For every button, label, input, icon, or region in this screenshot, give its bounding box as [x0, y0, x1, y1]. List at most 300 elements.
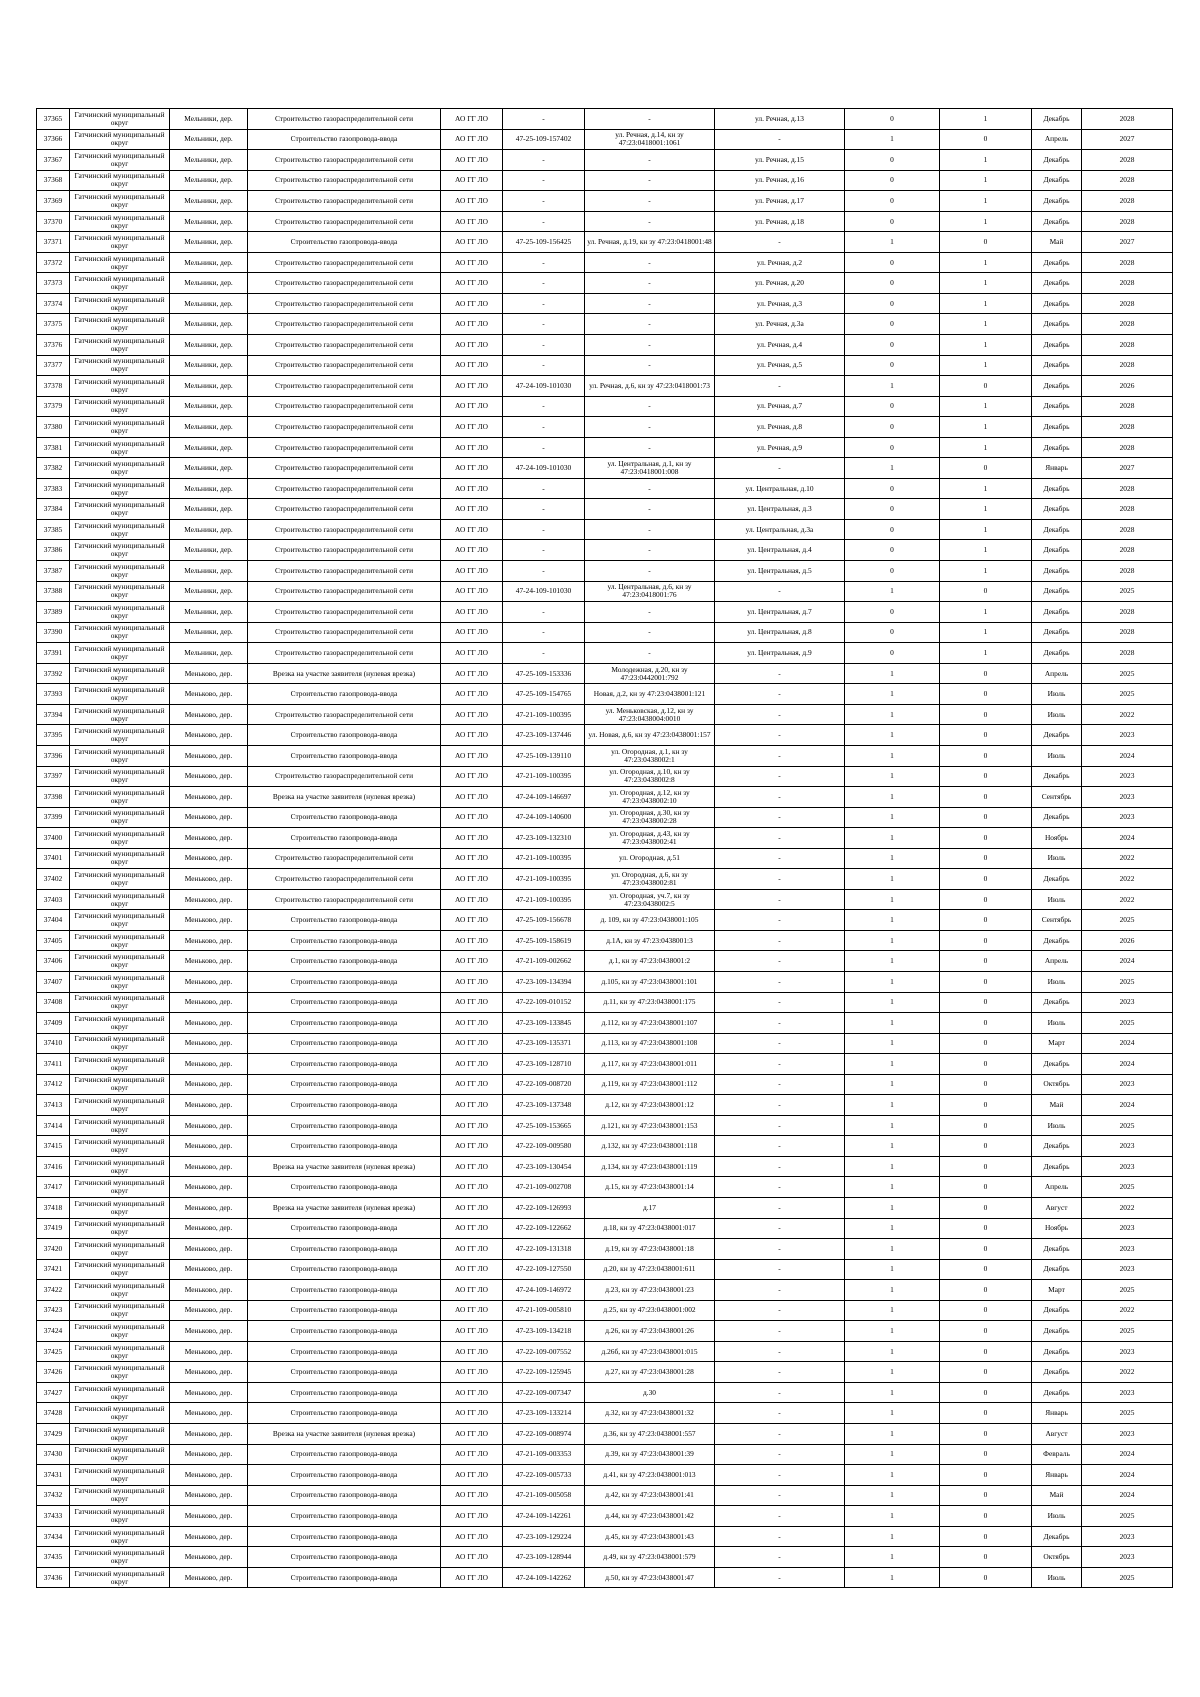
- cell-municipal-district: Гатчинский муниципальный округ: [70, 1095, 170, 1116]
- cell-application-number: 47-24-109-140600: [503, 807, 585, 828]
- cell-count-b: 0: [940, 1362, 1032, 1383]
- cell-cadastral-address: д.20, кн зу 47:23:0438001:611: [585, 1259, 715, 1280]
- table-row: [37, 951, 1173, 972]
- cell-year: 2028: [1082, 150, 1173, 171]
- cell-address: -: [715, 1567, 845, 1588]
- cell-organization: АО ГГ ЛО: [441, 437, 503, 458]
- cell-month: Декабрь: [1032, 273, 1082, 294]
- cell-work-type: Строительство газопровода-ввода: [248, 1526, 441, 1547]
- cell-month: Декабрь: [1032, 191, 1082, 212]
- cell-count-b: 1: [940, 273, 1032, 294]
- cell-application-number: -: [503, 355, 585, 376]
- cell-count-b: 1: [940, 396, 1032, 417]
- cell-application-number: 47-24-109-101030: [503, 581, 585, 602]
- cell-organization: АО ГГ ЛО: [441, 643, 503, 664]
- cell-municipal-district: Гатчинский муниципальный округ: [70, 170, 170, 191]
- cell-year: 2025: [1082, 971, 1173, 992]
- cell-cadastral-address: ул. Центральная, д.1, кн зу 47:23:0418001:008: [585, 458, 715, 479]
- cell-row-number: 37415: [37, 1136, 70, 1157]
- cell-cadastral-address: д.39, кн зу 47:23:0438001:39: [585, 1444, 715, 1465]
- cell-row-number: 37411: [37, 1054, 70, 1075]
- cell-application-number: 47-24-109-101030: [503, 376, 585, 397]
- cell-work-type: Строительство газораспределительной сети: [248, 335, 441, 356]
- cell-application-number: 47-25-109-153665: [503, 1115, 585, 1136]
- cell-settlement: Меньково, дер.: [170, 663, 248, 684]
- cell-settlement: Мельники, дер.: [170, 581, 248, 602]
- cell-cadastral-address: -: [585, 417, 715, 438]
- cell-row-number: 37378: [37, 376, 70, 397]
- cell-municipal-district: Гатчинский муниципальный округ: [70, 704, 170, 725]
- cell-address: ул. Речная, д.3: [715, 293, 845, 314]
- cell-organization: АО ГГ ЛО: [441, 807, 503, 828]
- cell-organization: АО ГГ ЛО: [441, 663, 503, 684]
- cell-row-number: 37383: [37, 478, 70, 499]
- cell-row-number: 37435: [37, 1547, 70, 1568]
- cell-settlement: Меньково, дер.: [170, 1239, 248, 1260]
- cell-application-number: 47-24-109-101030: [503, 458, 585, 479]
- cell-settlement: Меньково, дер.: [170, 1177, 248, 1198]
- cell-year: 2025: [1082, 684, 1173, 705]
- cell-cadastral-address: -: [585, 273, 715, 294]
- cell-organization: АО ГГ ЛО: [441, 1259, 503, 1280]
- cell-year: 2027: [1082, 129, 1173, 150]
- cell-municipal-district: Гатчинский муниципальный округ: [70, 1013, 170, 1034]
- cell-count-a: 1: [845, 1321, 940, 1342]
- cell-municipal-district: Гатчинский муниципальный округ: [70, 1239, 170, 1260]
- cell-row-number: 37436: [37, 1567, 70, 1588]
- cell-municipal-district: Гатчинский муниципальный округ: [70, 1033, 170, 1054]
- cell-application-number: -: [503, 170, 585, 191]
- cell-count-b: 1: [940, 561, 1032, 582]
- cell-count-b: 0: [940, 1567, 1032, 1588]
- cell-count-b: 0: [940, 1465, 1032, 1486]
- cell-settlement: Мельники, дер.: [170, 150, 248, 171]
- cell-count-a: 0: [845, 335, 940, 356]
- table-row: [37, 1506, 1173, 1527]
- cell-address: -: [715, 1382, 845, 1403]
- cell-year: 2024: [1082, 1033, 1173, 1054]
- cell-address: -: [715, 1095, 845, 1116]
- cell-organization: АО ГГ ЛО: [441, 150, 503, 171]
- cell-application-number: 47-24-109-146697: [503, 787, 585, 808]
- cell-count-b: 0: [940, 828, 1032, 849]
- cell-cadastral-address: д.45, кн зу 47:23:0438001:43: [585, 1526, 715, 1547]
- cell-count-a: 1: [845, 1403, 940, 1424]
- cell-application-number: -: [503, 191, 585, 212]
- cell-organization: АО ГГ ЛО: [441, 1567, 503, 1588]
- cell-municipal-district: Гатчинский муниципальный округ: [70, 1136, 170, 1157]
- cell-municipal-district: Гатчинский муниципальный округ: [70, 1177, 170, 1198]
- cell-settlement: Меньково, дер.: [170, 1156, 248, 1177]
- table-row: [37, 930, 1173, 951]
- cell-year: 2022: [1082, 848, 1173, 869]
- cell-work-type: Строительство газопровода-ввода: [248, 1321, 441, 1342]
- cell-year: 2023: [1082, 1156, 1173, 1177]
- cell-month: Декабрь: [1032, 540, 1082, 561]
- cell-address: -: [715, 1074, 845, 1095]
- cell-count-a: 1: [845, 1197, 940, 1218]
- cell-year: 2026: [1082, 930, 1173, 951]
- cell-settlement: Мельники, дер.: [170, 335, 248, 356]
- cell-count-b: 1: [940, 314, 1032, 335]
- table-row: [37, 787, 1173, 808]
- cell-address: -: [715, 1362, 845, 1383]
- cell-cadastral-address: д.44, кн зу 47:23:0438001:42: [585, 1506, 715, 1527]
- cell-municipal-district: Гатчинский муниципальный округ: [70, 191, 170, 212]
- cell-month: Декабрь: [1032, 109, 1082, 130]
- cell-settlement: Мельники, дер.: [170, 622, 248, 643]
- cell-address: -: [715, 1485, 845, 1506]
- cell-application-number: 47-25-109-153336: [503, 663, 585, 684]
- cell-settlement: Меньково, дер.: [170, 971, 248, 992]
- cell-work-type: Строительство газопровода-ввода: [248, 828, 441, 849]
- cell-work-type: Строительство газопровода-ввода: [248, 1115, 441, 1136]
- cell-municipal-district: Гатчинский муниципальный округ: [70, 478, 170, 499]
- cell-count-b: 0: [940, 889, 1032, 910]
- cell-count-a: 1: [845, 1506, 940, 1527]
- table-row: [37, 889, 1173, 910]
- cell-settlement: Меньково, дер.: [170, 1115, 248, 1136]
- cell-settlement: Мельники, дер.: [170, 540, 248, 561]
- table-row: [37, 355, 1173, 376]
- cell-organization: АО ГГ ЛО: [441, 519, 503, 540]
- cell-row-number: 37416: [37, 1156, 70, 1177]
- cell-work-type: Строительство газораспределительной сети: [248, 273, 441, 294]
- cell-work-type: Строительство газораспределительной сети: [248, 458, 441, 479]
- cell-application-number: -: [503, 109, 585, 130]
- cell-row-number: 37422: [37, 1280, 70, 1301]
- cell-application-number: 47-22-109-005733: [503, 1465, 585, 1486]
- cell-municipal-district: Гатчинский муниципальный округ: [70, 930, 170, 951]
- cell-application-number: -: [503, 478, 585, 499]
- cell-address: -: [715, 1444, 845, 1465]
- cell-month: Декабрь: [1032, 1136, 1082, 1157]
- cell-row-number: 37377: [37, 355, 70, 376]
- cell-work-type: Строительство газопровода-ввода: [248, 1280, 441, 1301]
- table-row: [37, 1054, 1173, 1075]
- cell-settlement: Мельники, дер.: [170, 519, 248, 540]
- cell-organization: АО ГГ ЛО: [441, 109, 503, 130]
- cell-municipal-district: Гатчинский муниципальный округ: [70, 869, 170, 890]
- cell-count-a: 1: [845, 581, 940, 602]
- cell-application-number: 47-23-109-130454: [503, 1156, 585, 1177]
- cell-application-number: 47-23-109-134218: [503, 1321, 585, 1342]
- cell-count-b: 1: [940, 478, 1032, 499]
- cell-cadastral-address: ул. Огородная, д.51: [585, 848, 715, 869]
- cell-work-type: Строительство газопровода-ввода: [248, 1465, 441, 1486]
- cell-settlement: Меньково, дер.: [170, 848, 248, 869]
- cell-work-type: Врезка на участке заявителя (нулевая врезка): [248, 663, 441, 684]
- cell-count-b: 0: [940, 807, 1032, 828]
- table-row: [37, 191, 1173, 212]
- cell-month: Декабрь: [1032, 1526, 1082, 1547]
- cell-row-number: 37399: [37, 807, 70, 828]
- cell-organization: АО ГГ ЛО: [441, 1280, 503, 1301]
- cell-count-b: 0: [940, 458, 1032, 479]
- cell-municipal-district: Гатчинский муниципальный округ: [70, 355, 170, 376]
- cell-year: 2023: [1082, 1136, 1173, 1157]
- cell-work-type: Строительство газопровода-ввода: [248, 1136, 441, 1157]
- cell-count-a: 0: [845, 602, 940, 623]
- cell-row-number: 37390: [37, 622, 70, 643]
- cell-application-number: 47-22-109-008974: [503, 1424, 585, 1445]
- cell-municipal-district: Гатчинский муниципальный округ: [70, 1218, 170, 1239]
- cell-address: -: [715, 930, 845, 951]
- cell-cadastral-address: ул. Огородная, д.10, кн зу 47:23:0438002:8: [585, 766, 715, 787]
- cell-year: 2023: [1082, 1074, 1173, 1095]
- cell-month: Июль: [1032, 684, 1082, 705]
- cell-count-a: 1: [845, 1280, 940, 1301]
- cell-cadastral-address: д.50, кн зу 47:23:0438001:47: [585, 1567, 715, 1588]
- cell-settlement: Меньково, дер.: [170, 807, 248, 828]
- cell-month: Декабрь: [1032, 1341, 1082, 1362]
- cell-settlement: Меньково, дер.: [170, 1547, 248, 1568]
- cell-month: Июль: [1032, 1115, 1082, 1136]
- cell-address: -: [715, 376, 845, 397]
- cell-address: ул. Речная, д.5: [715, 355, 845, 376]
- cell-address: ул. Речная, д.13: [715, 109, 845, 130]
- table-row: [37, 335, 1173, 356]
- cell-work-type: Строительство газопровода-ввода: [248, 1341, 441, 1362]
- cell-cadastral-address: д.132, кн зу 47:23:0438001:118: [585, 1136, 715, 1157]
- cell-month: Декабрь: [1032, 869, 1082, 890]
- cell-application-number: -: [503, 293, 585, 314]
- cell-count-a: 0: [845, 561, 940, 582]
- cell-application-number: -: [503, 437, 585, 458]
- cell-count-a: 0: [845, 293, 940, 314]
- cell-application-number: 47-22-109-131318: [503, 1239, 585, 1260]
- cell-cadastral-address: д.42, кн зу 47:23:0438001:41: [585, 1485, 715, 1506]
- cell-work-type: Строительство газопровода-ввода: [248, 684, 441, 705]
- cell-work-type: Строительство газораспределительной сети: [248, 109, 441, 130]
- cell-count-a: 1: [845, 1115, 940, 1136]
- cell-cadastral-address: -: [585, 519, 715, 540]
- cell-organization: АО ГГ ЛО: [441, 1403, 503, 1424]
- cell-count-b: 1: [940, 109, 1032, 130]
- cell-address: ул. Речная, д.3а: [715, 314, 845, 335]
- cell-year: 2023: [1082, 807, 1173, 828]
- cell-settlement: Меньково, дер.: [170, 1424, 248, 1445]
- cell-settlement: Меньково, дер.: [170, 1567, 248, 1588]
- cell-count-b: 0: [940, 1444, 1032, 1465]
- cell-municipal-district: Гатчинский муниципальный округ: [70, 1444, 170, 1465]
- cell-count-b: 0: [940, 232, 1032, 253]
- cell-row-number: 37384: [37, 499, 70, 520]
- table-row: [37, 1033, 1173, 1054]
- cell-cadastral-address: -: [585, 561, 715, 582]
- cell-month: Декабрь: [1032, 252, 1082, 273]
- cell-application-number: -: [503, 273, 585, 294]
- cell-row-number: 37424: [37, 1321, 70, 1342]
- cell-application-number: -: [503, 211, 585, 232]
- cell-cadastral-address: д.41, кн зу 47:23:0438001:013: [585, 1465, 715, 1486]
- cell-cadastral-address: ул. Огородная, д.12, кн зу 47:23:0438002:10: [585, 787, 715, 808]
- cell-year: 2024: [1082, 745, 1173, 766]
- cell-cadastral-address: -: [585, 293, 715, 314]
- cell-cadastral-address: д.18, кн зу 47:23:0438001:017: [585, 1218, 715, 1239]
- cell-work-type: Строительство газопровода-ввода: [248, 807, 441, 828]
- cell-month: Сентябрь: [1032, 910, 1082, 931]
- cell-row-number: 37413: [37, 1095, 70, 1116]
- cell-municipal-district: Гатчинский муниципальный округ: [70, 889, 170, 910]
- cell-address: -: [715, 1300, 845, 1321]
- cell-month: Декабрь: [1032, 396, 1082, 417]
- cell-municipal-district: Гатчинский муниципальный округ: [70, 1156, 170, 1177]
- cell-month: Июль: [1032, 1567, 1082, 1588]
- cell-municipal-district: Гатчинский муниципальный округ: [70, 992, 170, 1013]
- table-row: [37, 1403, 1173, 1424]
- cell-count-b: 1: [940, 417, 1032, 438]
- cell-municipal-district: Гатчинский муниципальный округ: [70, 1567, 170, 1588]
- cell-municipal-district: Гатчинский муниципальный округ: [70, 1280, 170, 1301]
- cell-settlement: Меньково, дер.: [170, 930, 248, 951]
- cell-work-type: Строительство газораспределительной сети: [248, 293, 441, 314]
- cell-address: ул. Речная, д.15: [715, 150, 845, 171]
- cell-month: Декабрь: [1032, 561, 1082, 582]
- cell-year: 2023: [1082, 1239, 1173, 1260]
- cell-organization: АО ГГ ЛО: [441, 293, 503, 314]
- cell-settlement: Мельники, дер.: [170, 109, 248, 130]
- cell-cadastral-address: д.26б, кн зу 47:23:0438001:015: [585, 1341, 715, 1362]
- cell-year: 2025: [1082, 1280, 1173, 1301]
- cell-year: 2028: [1082, 252, 1173, 273]
- cell-year: 2024: [1082, 1054, 1173, 1075]
- cell-application-number: 47-21-109-100395: [503, 704, 585, 725]
- cell-settlement: Мельники, дер.: [170, 602, 248, 623]
- cell-month: Январь: [1032, 1465, 1082, 1486]
- cell-cadastral-address: -: [585, 252, 715, 273]
- cell-municipal-district: Гатчинский муниципальный округ: [70, 1300, 170, 1321]
- cell-application-number: 47-25-109-154765: [503, 684, 585, 705]
- cell-row-number: 37398: [37, 787, 70, 808]
- cell-cadastral-address: д.113, кн зу 47:23:0438001:108: [585, 1033, 715, 1054]
- cell-count-a: 1: [845, 971, 940, 992]
- cell-application-number: 47-24-109-146972: [503, 1280, 585, 1301]
- cell-cadastral-address: ул. Огородная, д.6, кн зу 47:23:0438002:81: [585, 869, 715, 890]
- cell-organization: АО ГГ ЛО: [441, 1156, 503, 1177]
- cell-settlement: Меньково, дер.: [170, 766, 248, 787]
- cell-month: Декабрь: [1032, 519, 1082, 540]
- table-row: [37, 869, 1173, 890]
- cell-municipal-district: Гатчинский муниципальный округ: [70, 396, 170, 417]
- table-row: [37, 519, 1173, 540]
- cell-month: Июль: [1032, 1013, 1082, 1034]
- cell-application-number: 47-21-109-100395: [503, 869, 585, 890]
- table-row: [37, 273, 1173, 294]
- cell-work-type: Строительство газораспределительной сети: [248, 540, 441, 561]
- cell-settlement: Меньково, дер.: [170, 1280, 248, 1301]
- cell-organization: АО ГГ ЛО: [441, 1526, 503, 1547]
- cell-year: 2023: [1082, 1382, 1173, 1403]
- cell-address: ул. Центральная, д.3а: [715, 519, 845, 540]
- cell-organization: АО ГГ ЛО: [441, 766, 503, 787]
- cell-address: -: [715, 1197, 845, 1218]
- cell-count-a: 0: [845, 622, 940, 643]
- cell-year: 2028: [1082, 191, 1173, 212]
- cell-municipal-district: Гатчинский муниципальный округ: [70, 458, 170, 479]
- table-row: [37, 1424, 1173, 1445]
- cell-year: 2023: [1082, 1526, 1173, 1547]
- cell-work-type: Строительство газораспределительной сети: [248, 252, 441, 273]
- cell-work-type: Строительство газораспределительной сети: [248, 889, 441, 910]
- cell-organization: АО ГГ ЛО: [441, 745, 503, 766]
- cell-settlement: Меньково, дер.: [170, 745, 248, 766]
- cell-row-number: 37418: [37, 1197, 70, 1218]
- table-row: [37, 109, 1173, 130]
- cell-municipal-district: Гатчинский муниципальный округ: [70, 1506, 170, 1527]
- cell-count-b: 0: [940, 951, 1032, 972]
- cell-work-type: Врезка на участке заявителя (нулевая врезка): [248, 1424, 441, 1445]
- cell-count-a: 1: [845, 1033, 940, 1054]
- cell-year: 2028: [1082, 211, 1173, 232]
- cell-settlement: Мельники, дер.: [170, 191, 248, 212]
- table-row: [37, 499, 1173, 520]
- cell-work-type: Строительство газораспределительной сети: [248, 561, 441, 582]
- cell-municipal-district: Гатчинский муниципальный округ: [70, 1341, 170, 1362]
- table-row: [37, 766, 1173, 787]
- cell-cadastral-address: д.49, кн зу 47:23:0438001:579: [585, 1547, 715, 1568]
- cell-application-number: 47-24-109-142262: [503, 1567, 585, 1588]
- cell-month: Январь: [1032, 1403, 1082, 1424]
- cell-count-a: 1: [845, 1444, 940, 1465]
- cell-address: -: [715, 1424, 845, 1445]
- table-row: [37, 992, 1173, 1013]
- cell-row-number: 37397: [37, 766, 70, 787]
- cell-work-type: Строительство газопровода-ввода: [248, 971, 441, 992]
- cell-row-number: 37396: [37, 745, 70, 766]
- table-row: [37, 1321, 1173, 1342]
- cell-address: -: [715, 725, 845, 746]
- cell-organization: АО ГГ ЛО: [441, 581, 503, 602]
- cell-organization: АО ГГ ЛО: [441, 540, 503, 561]
- cell-municipal-district: Гатчинский муниципальный округ: [70, 499, 170, 520]
- table-row: [37, 211, 1173, 232]
- table-row: [37, 1136, 1173, 1157]
- cell-address: ул. Речная, д.9: [715, 437, 845, 458]
- table-row: [37, 540, 1173, 561]
- cell-settlement: Мельники, дер.: [170, 499, 248, 520]
- cell-year: 2025: [1082, 1013, 1173, 1034]
- cell-count-a: 1: [845, 807, 940, 828]
- table-row: [37, 684, 1173, 705]
- cell-count-b: 0: [940, 745, 1032, 766]
- cell-address: -: [715, 992, 845, 1013]
- cell-cadastral-address: -: [585, 499, 715, 520]
- cell-municipal-district: Гатчинский муниципальный округ: [70, 622, 170, 643]
- cell-organization: АО ГГ ЛО: [441, 787, 503, 808]
- cell-application-number: 47-21-109-002662: [503, 951, 585, 972]
- cell-month: Февраль: [1032, 1444, 1082, 1465]
- cell-work-type: Строительство газораспределительной сети: [248, 602, 441, 623]
- cell-cadastral-address: д.1А, кн зу 47:23:0438001:3: [585, 930, 715, 951]
- cell-organization: АО ГГ ЛО: [441, 1218, 503, 1239]
- cell-address: -: [715, 971, 845, 992]
- cell-work-type: Строительство газораспределительной сети: [248, 355, 441, 376]
- cell-month: Декабрь: [1032, 314, 1082, 335]
- cell-month: Декабрь: [1032, 293, 1082, 314]
- cell-count-a: 1: [845, 458, 940, 479]
- cell-organization: АО ГГ ЛО: [441, 622, 503, 643]
- cell-count-a: 1: [845, 1567, 940, 1588]
- cell-row-number: 37376: [37, 335, 70, 356]
- cell-count-a: 1: [845, 951, 940, 972]
- cell-address: -: [715, 1547, 845, 1568]
- table-row: [37, 1095, 1173, 1116]
- cell-municipal-district: Гатчинский муниципальный округ: [70, 314, 170, 335]
- cell-organization: АО ГГ ЛО: [441, 232, 503, 253]
- cell-application-number: 47-21-109-003353: [503, 1444, 585, 1465]
- table-row: [37, 314, 1173, 335]
